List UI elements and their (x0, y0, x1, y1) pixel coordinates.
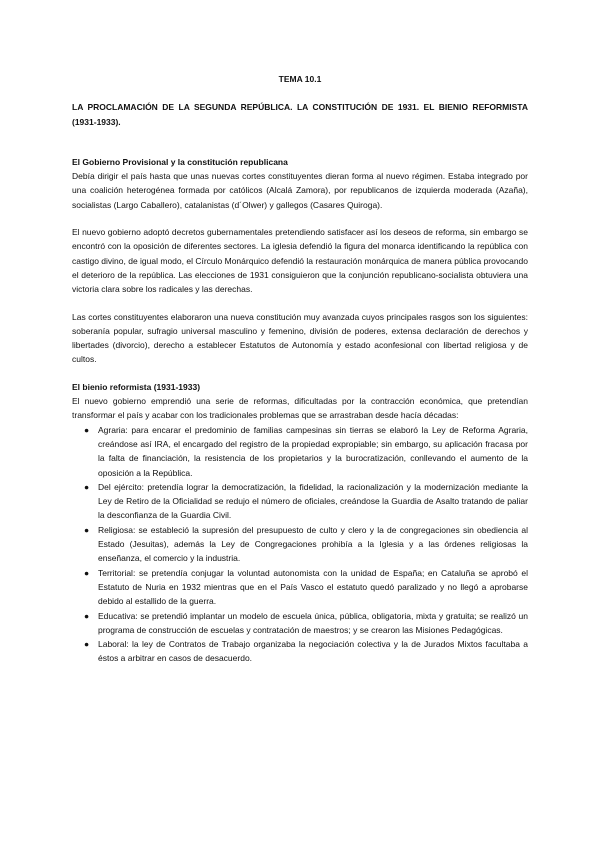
bullet-icon: ● (84, 639, 90, 650)
document-page (72, 72, 528, 666)
list-item-text: Laboral: la ley de Contratos de Trabajo organizaba la negociación colectiva y la de Jurados Mixtos facultaba a éstos a arbitrar en casos de desacuerdo. (98, 639, 528, 664)
section-heading-gobierno-provisional: El Gobierno Provisional y la constitución republicana (72, 156, 288, 167)
tema-label: TEMA 10.1 (278, 74, 322, 84)
bullet-icon: ● (84, 481, 90, 492)
list-item (72, 566, 528, 609)
list-item (72, 609, 528, 638)
paragraph: Las cortes constituyentes elaboraron una nueva constitución muy avanzada cuyos principales rasgos son los siguientes: soberanía popular, sufragio universal masculino y femenino, división de poderes, extensa declaración de derechos y libertades (divorcio), derecho a establecer Estatutos de Autonomía y estado aconfesional con libertad religiosa y de cultos. (72, 311, 528, 365)
list-item (72, 480, 528, 523)
section-heading-bienio-reformista: El bienio reformista (1931-1933) (72, 381, 201, 392)
paragraph: El nuevo gobierno adoptó decretos gubernamentales pretendiendo satisfacer así los deseos de reforma, sin embargo se encontró con la oposición de diferentes sectores. La iglesia defendió la figura del monarca identificando la república con castigo divino, de igual modo, el Círculo Monárquico defendió la restauración monárquica de manera pública provocando el deterioro de la república. Las elecciones de 1931 consiguieron que la conjunción republicano-socialista obtuviera una victoria clara sobre los radicales y las derechas. (72, 227, 528, 295)
list-item-text: Agraria: para encarar el predominio de familias campesinas sin tierras se elaboró la Ley de Reforma Agraria, creándose así IRA, el encargado del registro de la propiedad expropiable; sin embargo, su aplicación fracasa por la falta de financiación, la resistencia de los propietarios y la burocratización, conllevando el aumento de la oposición a la República. (98, 424, 528, 478)
list-item-text: Territorial: se pretendía conjugar la voluntad autonomista con la unidad de España; en Cataluña se aprobó el Estatuto de Nuria en 1932 mientras que en el País Vasco el estatuto quedó paralizado y no llegó a aprobarse debido al estallido de la guerra. (98, 567, 528, 607)
reform-list (72, 423, 528, 666)
bullet-icon: ● (84, 567, 90, 578)
bullet-icon: ● (84, 524, 90, 535)
paragraph: Debía dirigir el país hasta que unas nuevas cortes constituyentes dieran forma al nuevo régimen. Estaba integrado por una coalición heterogénea formada por católicos (Alcalá Zamora), por republicanos de izquierda moderada (Azaña), socialistas (Largo Caballero), catalanistas (d´Olwer) y gallegos (Casares Quiroga). (72, 171, 528, 210)
list-item-text: Religiosa: se estableció la supresión del presupuesto de culto y clero y la de congregaciones sin obediencia al Estado (Jesuitas), además la Ley de Congregaciones prohibía a la Iglesia y a las órdenes religiosas la enseñanza, el comercio y la industria. (98, 524, 528, 564)
list-item-text: Del ejército: pretendía lograr la democratización, la fidelidad, la racionalización y la modernización mediante la Ley de Retiro de la Oficialidad se redujo el número de oficiales, creándose la Guardia de Asalto tratando de paliar la desconfianza de la Guardia Civil. (98, 481, 528, 521)
bullet-icon: ● (84, 610, 90, 621)
list-item (72, 423, 528, 480)
document-title: LA PROCLAMACIÓN DE LA SEGUNDA REPÚBLICA. LA CONSTITUCIÓN DE 1931. EL BIENIO REFORMISTA (1931-1933). (72, 102, 528, 127)
bullet-icon: ● (84, 424, 90, 435)
paragraph: El nuevo gobierno emprendió una serie de reformas, dificultadas por la contracción económica, que pretendían transformar el país y acabar con los tradicionales problemas que se arrastraban desde hacía décadas: (72, 396, 528, 421)
list-item-text: Educativa: se pretendió implantar un modelo de escuela única, pública, obligatoria, mixta y gratuita; se realizó un programa de construcción de escuelas y contratación de maestros; y se crearon las Misiones Pedagógicas. (98, 610, 528, 635)
list-item (72, 637, 528, 666)
list-item (72, 523, 528, 566)
